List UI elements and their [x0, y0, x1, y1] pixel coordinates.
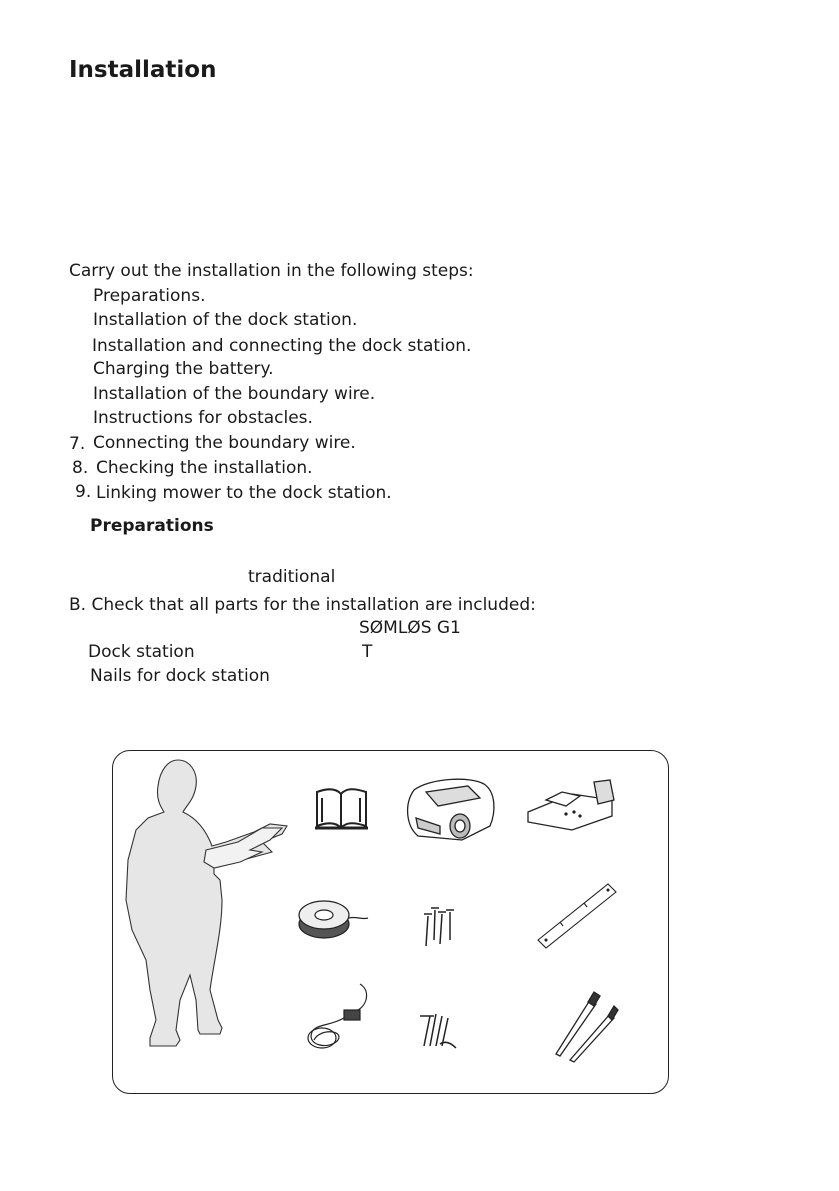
connectors-icon	[556, 992, 618, 1062]
step-item: Linking mower to the dock station.	[96, 483, 392, 503]
text-fragment: T	[362, 642, 373, 662]
ruler-icon	[538, 884, 616, 948]
robot-mower-icon	[408, 779, 494, 840]
part-item-nails: Nails for dock station	[90, 666, 270, 686]
screws-icon	[424, 908, 454, 946]
step-number: 9.	[75, 482, 92, 502]
parts-check-line: B. Check that all parts for the installation are included:	[69, 595, 536, 615]
product-name: SØMLØS G1	[359, 618, 461, 638]
pegs-icon	[420, 1014, 456, 1048]
step-item: Instructions for obstacles.	[93, 408, 313, 428]
step-item: Installation of the dock station.	[93, 310, 358, 330]
power-supply-icon	[308, 984, 367, 1048]
manual-icon	[315, 789, 368, 828]
step-item: Installation and connecting the dock station.	[92, 336, 472, 356]
steps-intro: Carry out the installation in the following steps:	[69, 261, 474, 281]
text-fragment: traditional	[248, 567, 336, 587]
step-number: 8.	[72, 458, 89, 478]
part-item-dock-station: Dock station	[88, 642, 195, 662]
step-number: 7.	[69, 434, 86, 454]
step-item: Installation of the boundary wire.	[93, 384, 376, 404]
step-item: Checking the installation.	[96, 458, 313, 478]
step-item: Connecting the boundary wire.	[93, 433, 356, 453]
boundary-wire-spool-icon	[299, 901, 368, 938]
step-item: Charging the battery.	[93, 359, 274, 379]
dock-station-icon	[528, 780, 614, 830]
person-silhouette	[126, 760, 287, 1046]
section-heading: Preparations	[90, 516, 214, 536]
step-item: Preparations.	[93, 286, 206, 306]
page-title: Installation	[69, 57, 217, 83]
